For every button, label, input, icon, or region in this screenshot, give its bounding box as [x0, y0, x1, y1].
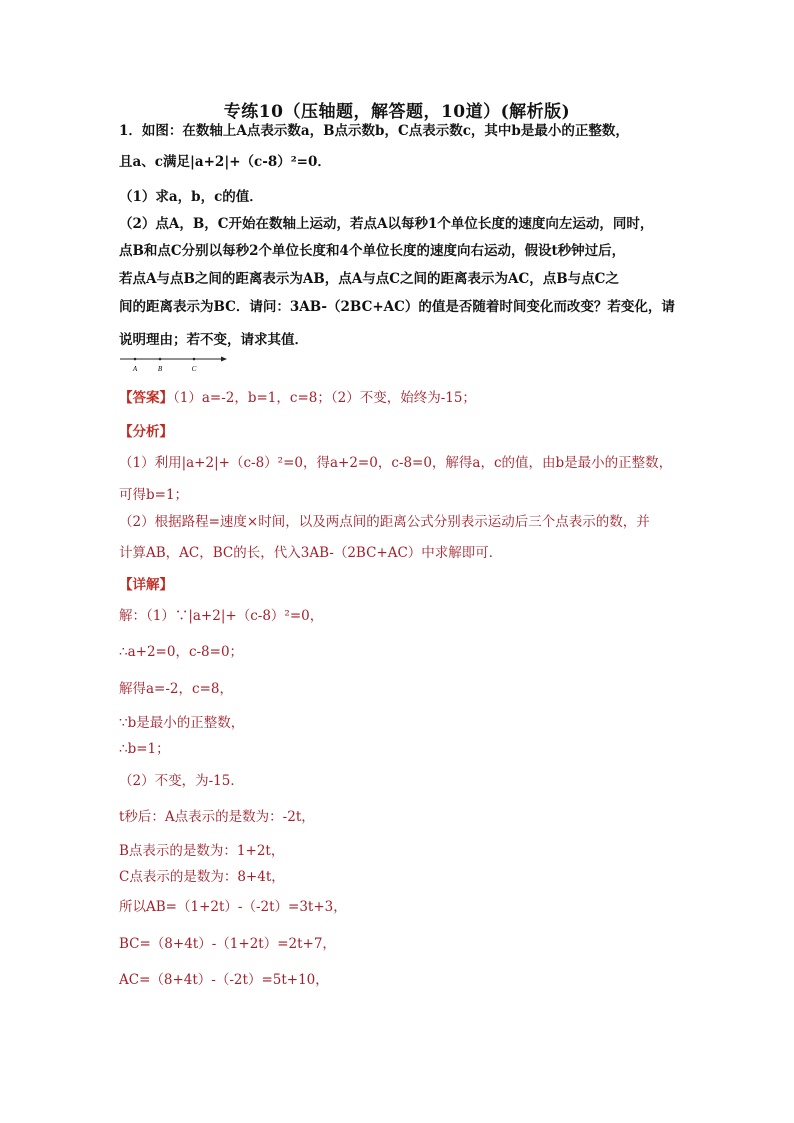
detail-line: C点表示的是数为：8+4t，: [119, 869, 285, 885]
detail-line: t秒后：A点表示的是数为：-2t，: [119, 809, 315, 825]
detail-line: ∵b是最小的正整数，: [119, 715, 245, 731]
number-line-figure: [119, 352, 229, 374]
detail-line: 所以AB=（1+2t）-（-2t）=3t+3，: [119, 899, 347, 915]
detail-line: （2）不变，为-15．: [119, 773, 244, 789]
detail-line: ∴b=1；: [119, 741, 170, 757]
detail-line: 解得a=-2，c=8，: [119, 681, 233, 697]
detail-line: BC=（8+4t）-（1+2t）=2t+7，: [119, 936, 336, 952]
question-line: 点B和点C分别以每秒2个单位长度和4个单位长度的速度向右运动，假设t秒钟过后，: [119, 243, 626, 259]
analysis-line: （2）根据路程=速度×时间，以及两点间的距离公式分别表示运动后三个点表示的数，并: [119, 514, 650, 530]
question-line: （1）求a，b，c的值．: [119, 189, 263, 205]
point-c-label: C: [191, 365, 197, 373]
analysis-line: 可得b=1；: [119, 487, 189, 503]
point-b-label: B: [157, 365, 163, 373]
detail-tag: 【详解】: [119, 577, 173, 593]
question-line: 1．如图：在数轴上A点表示数a，B点示数b，C点表示数c，其中b是最小的正整数，: [119, 123, 629, 139]
detail-line: AC=（8+4t）-（-2t）=5t+10，: [119, 972, 329, 988]
point-b-dot: [159, 358, 162, 361]
detail-line: 解：（1）∵|a+2|+（c-8）²=0，: [119, 608, 324, 624]
answer-text: （1）a=-2，b=1，c=8；（2）不变，始终为-15；: [173, 390, 476, 406]
point-a-label: A: [132, 365, 138, 373]
question-line: 间的距离表示为BC．请问：3AB-（2BC+AC）的值是否随着时间变化而改变？若变化，请: [119, 299, 675, 315]
analysis-tag: 【分析】: [119, 424, 173, 440]
page-title: 专练10（压轴题，解答题，10道）(解析版): [223, 102, 571, 122]
question-line: 且a、c满足|a+2|+（c-8）²=0．: [119, 154, 331, 170]
point-a-dot: [134, 358, 137, 361]
point-c-dot: [193, 358, 196, 361]
question-line: 若点A与点B之间的距离表示为AB，点A与点C之间的距离表示为AC，点B与点C之: [119, 271, 619, 287]
answer-tag: 【答案】: [119, 390, 173, 406]
number-line-arrow: [221, 357, 227, 362]
question-line: （2）点A，B，C开始在数轴上运动，若点A以每秒1个单位长度的速度向左运动，同时，: [119, 216, 654, 232]
detail-line: B点表示的是数为：1+2t，: [119, 843, 285, 859]
analysis-line: 计算AB，AC，BC的长，代入3AB-（2BC+AC）中求解即可．: [119, 545, 503, 561]
analysis-line: （1）利用|a+2|+（c-8）²=0，得a+2=0，c-8=0，解得a，c的值，由b是最小的正整数，: [119, 455, 673, 471]
question-line: 说明理由；若不变，请求其值．: [119, 332, 308, 348]
answer-line: [119, 389, 476, 407]
detail-line: ∴a+2=0，c-8=0；: [119, 644, 244, 660]
